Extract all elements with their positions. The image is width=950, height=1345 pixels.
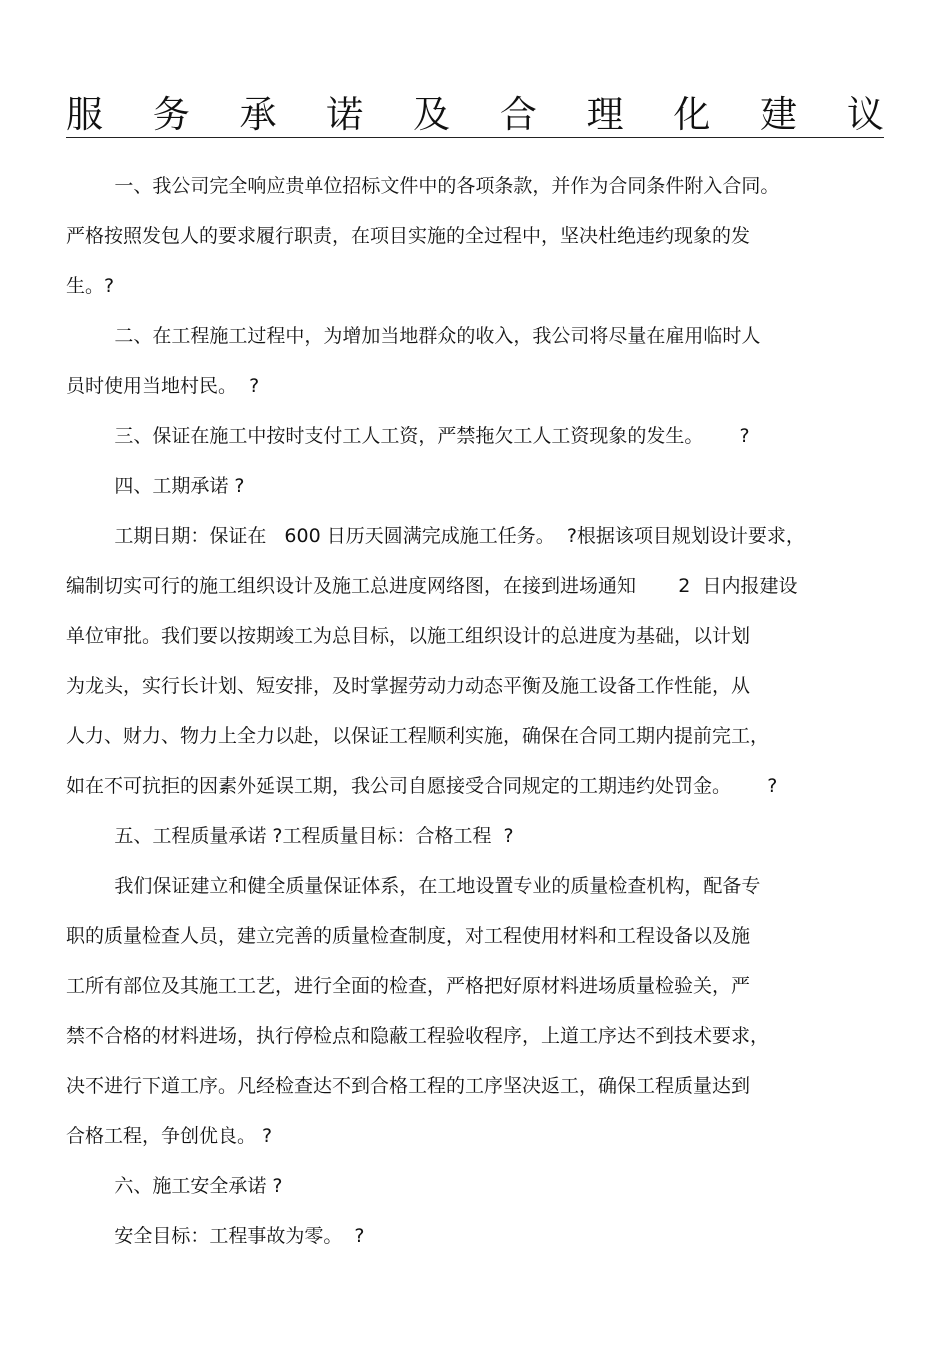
title-char: 诺 [326,93,364,136]
text-line: 职的质量检查人员，建立完善的质量检查制度，对工程使用材料和工程设备以及施 [66,925,751,947]
text-line: 四、工期承诺 ? [66,475,245,497]
title-char: 服 [66,93,103,136]
text-line: 人力、财力、物力上全力以赴，以保证工程顺利实施，确保在合同工期内提前完工， [66,725,770,747]
text-line: 决不进行下道工序。凡经检查达不到合格工程的工序坚决返工，确保工程质量达到 [66,1075,751,1097]
text-line: 六、施工安全承诺 ? [66,1175,283,1197]
document-title [66,84,884,138]
text-line: 我们保证建立和健全质量保证体系，在工地设置专业的质量检查机构，配备专 [66,875,761,897]
text-line: 工所有部位及其施工工艺，进行全面的检查，严格把好原材料进场质量检验关，严 [66,975,751,997]
text-line: 员时使用当地村民。 ? [66,375,260,397]
text-line: 五、工程质量承诺 ?工程质量目标：合格工程 ? [66,825,514,847]
text-line: 工期日期：保证在 600 日历天圆满完成施工任务。 ?根据该项目规划设计要求， [66,525,805,547]
title-char: 理 [586,93,624,136]
text-line: 单位审批。我们要以按期竣工为总目标，以施工组织设计的总进度为基础，以计划 [66,625,751,647]
text-line: 合格工程，争创优良。 ? [66,1125,273,1147]
text-line: 严格按照发包人的要求履行职责，在项目实施的全过程中，坚决杜绝违约现象的发 [66,225,751,247]
title-char: 化 [673,93,711,136]
title-char: 承 [239,93,277,136]
text-line: 安全目标：工程事故为零。 ? [66,1225,365,1247]
text-line: 一、我公司完全响应贵单位招标文件中的各项条款，并作为合同条件附入合同。 [66,175,780,197]
title-char: 务 [152,93,190,136]
text-line: 如在不可抗拒的因素外延误工期，我公司自愿接受合同规定的工期违约处罚金。 ? [66,775,778,797]
title-char: 议 [846,93,884,136]
text-line: 编制切实可行的施工组织设计及施工总进度网络图，在接到进场通知 2 日内报建设 [66,575,798,597]
title-char: 建 [760,93,798,136]
text-line: 为龙头，实行长计划、短安排，及时掌握劳动力动态平衡及施工设备工作性能，从 [66,675,751,697]
text-line: 禁不合格的材料进场，执行停检点和隐蔽工程验收程序，上道工序达不到技术要求， [66,1025,770,1047]
title-char: 及 [413,93,451,136]
text-line: 二、在工程施工过程中，为增加当地群众的收入，我公司将尽量在雇用临时人 [66,325,761,347]
title-char: 合 [499,93,537,136]
text-line: 三、保证在施工中按时支付工人工资，严禁拖欠工人工资现象的发生。 ? [66,425,750,447]
text-line: 生。? [66,275,115,297]
